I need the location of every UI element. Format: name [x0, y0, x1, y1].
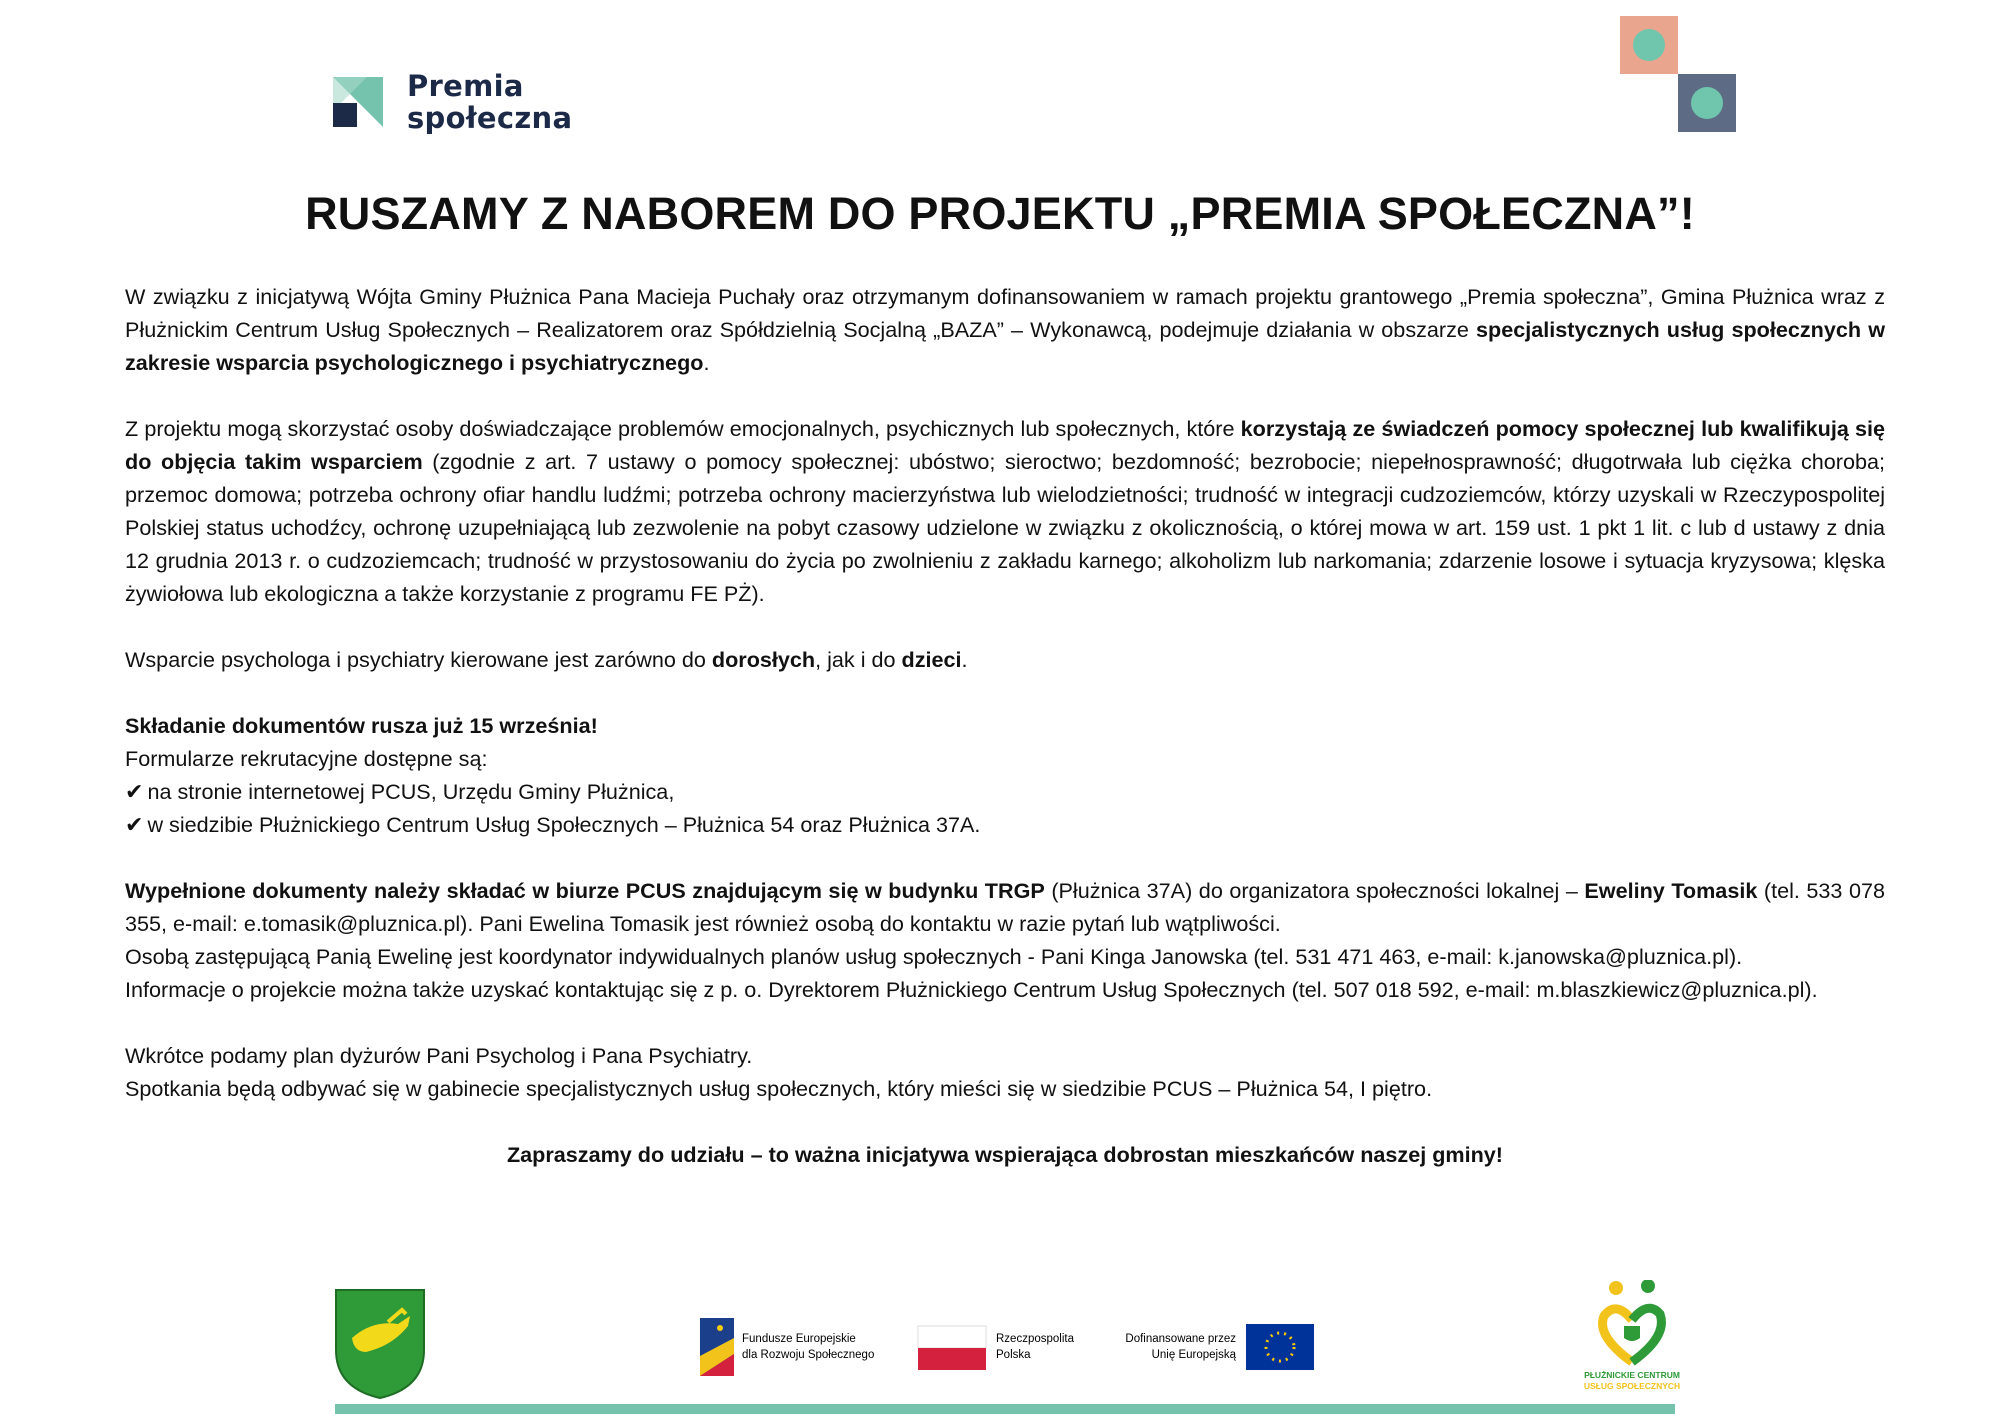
- paragraph-contacts: [125, 874, 1885, 1006]
- forms-location-item: na stronie internetowej PCUS, Urzędu Gminy Płużnica,: [147, 779, 675, 804]
- contacts-text-2: (tel. 533 078 355, e-mail: e.tomasik@pluznica.pl). Pani Ewelina Tomasik jest również osobą do kontaktu w razie pytań lub wątpliwości.: [125, 878, 1885, 936]
- audience-adults: dorosłych: [711, 647, 816, 672]
- polish-flag-icon: [918, 1326, 1075, 1370]
- audience-text: Wsparcie psychologa i psychiatry kierowane jest zarówno do: [125, 647, 712, 672]
- checkmark-icon: ✔: [125, 779, 144, 804]
- paragraph-submission: [125, 709, 1885, 841]
- contacts-bold: Wypełnione dokumenty należy składać w biurze PCUS znajdującym się w budynku TRGP: [125, 878, 1045, 903]
- closing-invitation: Zapraszamy do udziału – to ważna inicjatywa wspierająca dobrostan mieszkańców naszej gminy!: [506, 1142, 1503, 1167]
- intro-text: W związku z inicjatywą Wójta Gminy Płużnica Pana Macieja Puchały oraz otrzymanym dofinansowaniem w ramach projektu grantowego „Premia społeczna”, Gmina Płużnica wraz z Płużnickim Centrum Usług Społecznych – Realizatorem oraz Spółdzielnią Socjalną „BAZA” – Wykonawcą, podejmuje działania w obszarze: [125, 284, 1885, 342]
- contact-name: Eweliny Tomasik: [1584, 878, 1758, 903]
- ue-line-1: Dofinansowane przez: [1125, 1333, 1236, 1345]
- substitute-contact: Osobą zastępującą Panią Ewelinę jest koordynator indywidualnych planów usług społecznych - Pani Kinga Janowska (tel. 531 471 463, e-mail: k.janowska@pluznica.pl).: [125, 944, 1743, 969]
- intro-bold: specjalistycznych usług społecznych w zakresie wsparcia psychologicznego i psychiatrycznego: [125, 317, 1885, 375]
- gmina-coat-of-arms-icon: [336, 1290, 424, 1398]
- intro-end: .: [703, 350, 710, 375]
- meeting-location: Spotkania będą odbywać się w gabinecie specjalistycznych usług społecznych, który mieści się w siedzibie PCUS – Płużnica 54, I piętro.: [125, 1076, 1433, 1101]
- pcus-line-2: USŁUG SPOŁECZNYCH: [1583, 1381, 1681, 1391]
- paragraph-schedule: [125, 1039, 1885, 1105]
- premia-logo-mark-icon: [333, 77, 383, 127]
- forms-intro: Formularze rekrutacyjne dostępne są:: [125, 746, 488, 771]
- audience-text-2: , jak i do: [815, 647, 902, 672]
- paragraph-audience: [125, 643, 1885, 676]
- schedule-text: Wkrótce podamy plan dyżurów Pani Psycholog i Pana Psychiatry.: [125, 1043, 753, 1068]
- ue-line-2: Unię Europejską: [1151, 1349, 1236, 1361]
- pcus-logo: [1584, 1280, 1680, 1391]
- pcus-line-1: PŁUŻNICKIE CENTRUM: [1584, 1370, 1680, 1380]
- brand-line-1: Premia: [407, 69, 524, 103]
- footer-accent-bar: [335, 1404, 1675, 1414]
- audience-children: dzieci: [901, 647, 962, 672]
- audience-end: .: [961, 647, 968, 672]
- footer-logos: [0, 1280, 2000, 1400]
- fe-line-2: dla Rozwoju Społecznego: [742, 1349, 875, 1361]
- paragraph-intro: [125, 280, 1885, 379]
- eligibility-text: Z projektu mogą skorzystać osoby doświadczające problemów emocjonalnych, psychicznych lub społecznych, które: [125, 416, 1241, 441]
- fe-line-1: Fundusze Europejskie: [742, 1333, 856, 1345]
- eu-flag-icon: [1125, 1324, 1314, 1370]
- page-title: RUSZAMY Z NABOREM DO PROJEKTU „PREMIA SPOŁECZNA”!: [305, 188, 1695, 239]
- submission-headline: Składanie dokumentów rusza już 15 września!: [125, 713, 598, 738]
- brand-line-2: społeczna: [407, 101, 573, 135]
- contacts-text: (Płużnica 37A) do organizatora społeczności lokalnej –: [1044, 878, 1585, 903]
- premia-spoleczna-logo: [333, 70, 572, 134]
- eligibility-details: (zgodnie z art. 7 ustawy o pomocy społecznej: ubóstwo; sieroctwo; bezdomność; bezrobocie; niepełnosprawność; długotrwała lub ciężka choroba; przemoc domowa; potrzeba ochrony ofiar handlu ludźmi; potrzeba ochrony macierzyństwa lub wielodzietności; trudność w integracji cudzoziemców, którzy uzyskali w Rzeczypospolitej Polskiej status uchodźcy, ochronę uzupełniającą lub zezwolenie na pobyt czasowy udzielone w związku z okolicznością, o której mowa w art. 159 ust. 1 pkt 1 lit. c lub d ustawy z dnia 12 grudnia 2013 r. o cudzoziemcach; trudność w przystosowaniu do życia po zwolnieniu z zakładu karnego; alkoholizm lub narkomania; zdarzenie losowe i sytuacja kryzysowa; klęska żywiołowa lub ekologiczna a także korzystanie z programu FE PŻ).: [125, 449, 1885, 606]
- main-content: [125, 280, 1885, 1171]
- paragraph-eligibility: [125, 412, 1885, 610]
- eligibility-bold: korzystają ze świadczeń pomocy społecznej lub kwalifikują się do objęcia takim wsparciem: [125, 416, 1886, 474]
- director-contact: Informacje o projekcie można także uzyskać kontaktując się z p. o. Dyrektorem Płużnickiego Centrum Usług Społecznych (tel. 507 018 592, e-mail: m.blaszkiewicz@pluznica.pl).: [125, 977, 1818, 1002]
- checkmark-icon: ✔: [125, 812, 144, 837]
- rp-line-2: Polska: [996, 1349, 1031, 1361]
- decorative-squares-graphic: [1612, 16, 1740, 136]
- rp-line-1: Rzeczpospolita: [996, 1333, 1074, 1345]
- fundusze-europejskie-logo: [700, 1318, 874, 1376]
- forms-location-item: w siedzibie Płużnickiego Centrum Usług Społecznych – Płużnica 54 oraz Płużnica 37A.: [147, 812, 981, 837]
